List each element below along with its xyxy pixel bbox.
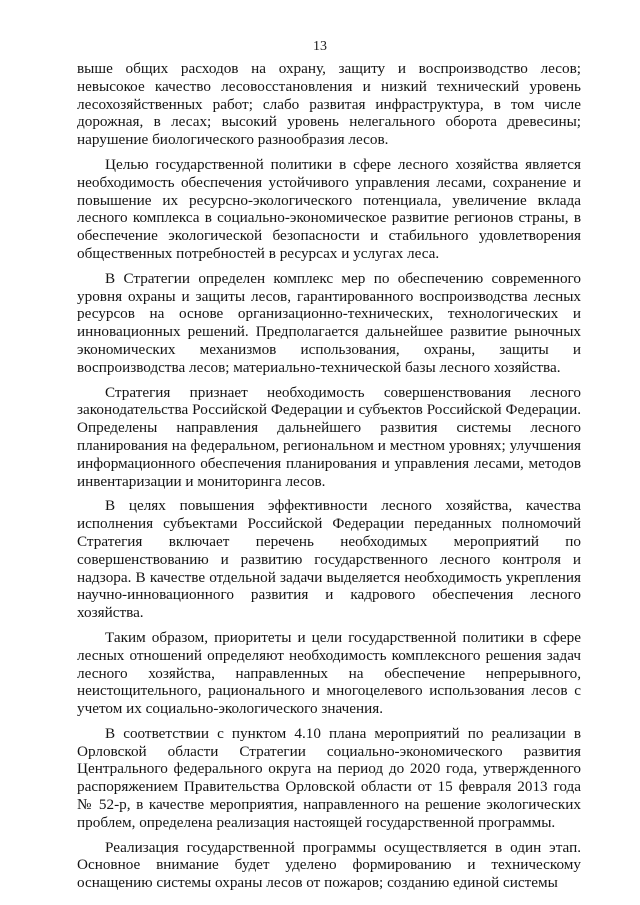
- paragraph-3: В Стратегии определен комплекс мер по обеспечению современного уровня охраны и защиты лесов, гарантированного воспроизводства лесных ресурсов на основе организационно-технических, технологических и инновационных решений. Предполагается дальнейшее развитие рыночных экономических механизмов использования, охраны, защиты и воспроизводства лесов; материально-технической базы лесного хозяйства.: [77, 269, 581, 376]
- page-number: 13: [313, 39, 327, 54]
- paragraph-4: Стратегия признает необходимость совершенствования лесного законодательства Российской Федерации и субъектов Российской Федерации. Определены направления дальнейшего развития системы лесного планирования на федеральном, региональном и местном уровнях; улучшения информационного обеспечения планирования и управления лесами, методов инвентаризации и мониторинга лесов.: [77, 383, 581, 490]
- paragraph-1: выше общих расходов на охрану, защиту и воспроизводство лесов; невысокое качество лесовосстановления и низкий технический уровень лесохозяйственных работ; слабо развитая инфраструктура, в том числе дорожная, в лесах; высокий уровень нелегального оборота древесины; нарушение биологического разнообразия лесов.: [77, 60, 581, 149]
- paragraph-2: Целью государственной политики в сфере лесного хозяйства является необходимость обеспечения устойчивого управления лесами, сохранение и повышение их ресурсно-экологического потенциала, увеличение вклада лесного комплекса в социально-экономическое развитие регионов страны, в обеспечение экологической безопасности и стабильного удовлетворения общественных потребностей в ресурсах и услугах леса.: [77, 155, 581, 262]
- paragraph-8: Реализация государственной программы осуществляется в один этап. Основное внимание будет уделено формированию и техническому оснащению системы охраны лесов от пожаров; созданию единой системы: [77, 838, 581, 892]
- paragraph-5: В целях повышения эффективности лесного хозяйства, качества исполнения субъектами Российской Федерации переданных полномочий Стратегия включает перечень необходимых мероприятий по совершенствованию и развитию государственного лесного контроля и надзора. В качестве отдельной задачи выделяется необходимость укрепления научно-инновационного развития и кадрового обеспечения лесного хозяйства.: [77, 497, 581, 622]
- paragraph-7: В соответствии с пунктом 4.10 плана мероприятий по реализации в Орловской области Стратегии социально-экономического развития Центрального федерального округа на период до 2020 года, утвержденного распоряжением Правительства Орловской области от 15 февраля 2013 года № 52-р, в качестве мероприятия, направленного на решение экологических проблем, определена реализация настоящей государственной программы.: [77, 724, 581, 831]
- paragraph-6: Таким образом, приоритеты и цели государственной политики в сфере лесных отношений определяют необходимость комплексного решения задач лесного хозяйства, направленных на обеспечение непрерывного, неистощительного, рационального и многоцелевого использования лесов с учетом их социально-экологического значения.: [77, 628, 581, 718]
- document-body: [77, 60, 581, 899]
